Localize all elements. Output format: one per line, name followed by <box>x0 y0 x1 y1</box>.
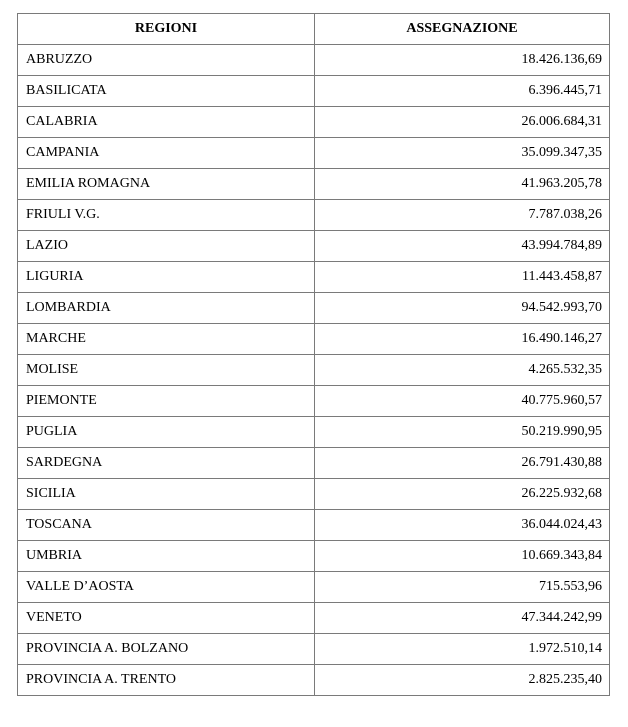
region-name: LIGURIA <box>18 262 315 293</box>
region-name: PROVINCIA A. BOLZANO <box>18 634 315 665</box>
allocation-value: 26.006.684,31 <box>315 107 610 138</box>
region-name: PIEMONTE <box>18 386 315 417</box>
table-row <box>18 200 610 231</box>
header-regioni: REGIONI <box>18 14 315 45</box>
table-row <box>18 417 610 448</box>
table-row <box>18 665 610 696</box>
allocation-value: 47.344.242,99 <box>315 603 610 634</box>
allocation-value: 26.225.932,68 <box>315 479 610 510</box>
region-name: SARDEGNA <box>18 448 315 479</box>
region-name: CALABRIA <box>18 107 315 138</box>
region-name: UMBRIA <box>18 541 315 572</box>
table-row <box>18 107 610 138</box>
allocation-value: 40.775.960,57 <box>315 386 610 417</box>
region-name: TOSCANA <box>18 510 315 541</box>
table-row <box>18 293 610 324</box>
table-row <box>18 355 610 386</box>
region-name: LAZIO <box>18 231 315 262</box>
allocation-value: 6.396.445,71 <box>315 76 610 107</box>
allocation-value: 1.972.510,14 <box>315 634 610 665</box>
table-row <box>18 386 610 417</box>
header-assegnazione: ASSEGNAZIONE <box>315 14 610 45</box>
table-row <box>18 572 610 603</box>
region-name: MARCHE <box>18 324 315 355</box>
region-name: LOMBARDIA <box>18 293 315 324</box>
region-name: VENETO <box>18 603 315 634</box>
region-name: ABRUZZO <box>18 45 315 76</box>
region-name: SICILIA <box>18 479 315 510</box>
table-row <box>18 634 610 665</box>
allocation-value: 35.099.347,35 <box>315 138 610 169</box>
region-name: EMILIA ROMAGNA <box>18 169 315 200</box>
allocation-value: 2.825.235,40 <box>315 665 610 696</box>
table-row <box>18 603 610 634</box>
table-row <box>18 138 610 169</box>
allocation-value: 50.219.990,95 <box>315 417 610 448</box>
allocation-value: 16.490.146,27 <box>315 324 610 355</box>
table-row <box>18 324 610 355</box>
allocation-value: 41.963.205,78 <box>315 169 610 200</box>
table-row <box>18 510 610 541</box>
table-row <box>18 169 610 200</box>
allocation-value: 10.669.343,84 <box>315 541 610 572</box>
region-name: CAMPANIA <box>18 138 315 169</box>
table-row <box>18 76 610 107</box>
region-name: VALLE D’AOSTA <box>18 572 315 603</box>
table-row <box>18 262 610 293</box>
table-row <box>18 231 610 262</box>
allocation-value: 18.426.136,69 <box>315 45 610 76</box>
allocation-value: 36.044.024,43 <box>315 510 610 541</box>
allocation-table <box>17 13 610 696</box>
table-row <box>18 45 610 76</box>
allocation-value: 7.787.038,26 <box>315 200 610 231</box>
allocation-value: 94.542.993,70 <box>315 293 610 324</box>
table-row <box>18 479 610 510</box>
allocation-value: 11.443.458,87 <box>315 262 610 293</box>
region-name: PUGLIA <box>18 417 315 448</box>
allocation-value: 715.553,96 <box>315 572 610 603</box>
table-row <box>18 541 610 572</box>
table-row <box>18 448 610 479</box>
allocation-value: 26.791.430,88 <box>315 448 610 479</box>
region-name: MOLISE <box>18 355 315 386</box>
region-name: FRIULI V.G. <box>18 200 315 231</box>
region-name: PROVINCIA A. TRENTO <box>18 665 315 696</box>
allocation-value: 43.994.784,89 <box>315 231 610 262</box>
region-name: BASILICATA <box>18 76 315 107</box>
header-row <box>18 14 610 45</box>
allocation-value: 4.265.532,35 <box>315 355 610 386</box>
